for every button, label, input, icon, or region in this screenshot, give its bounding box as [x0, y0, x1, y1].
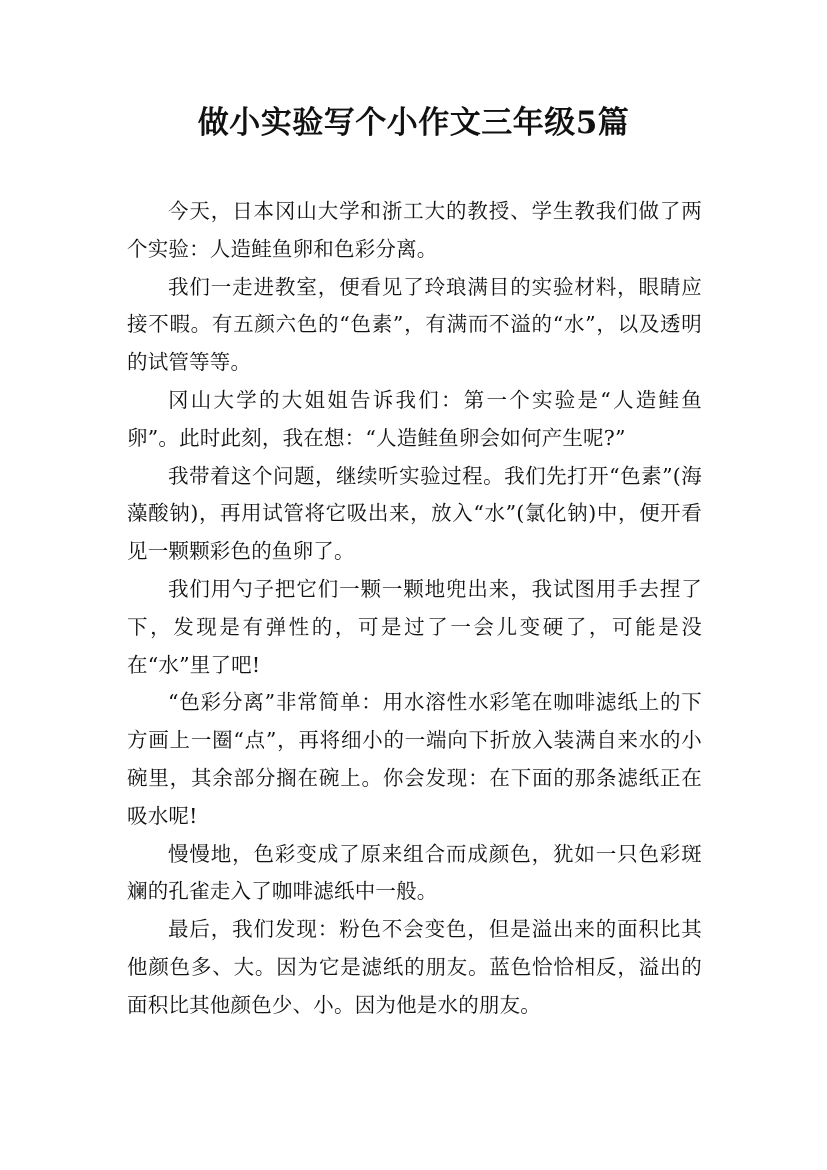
- paragraph-4: 我带着这个问题，继续听实验过程。我们先打开“色素”(海藻酸钠)，再用试管将它吸出来，放入“水”(氯化钠)中，便开看见一颗颗彩色的鱼卵了。: [127, 463, 702, 564]
- paragraph-2: 我们一走进教室，便看见了玲琅满目的实验材料，眼睛应接不暇。有五颜六色的“色素”，有满而不溢的“水”，以及透明的试管等等。: [127, 274, 702, 375]
- paragraph-6: “色彩分离”非常简单：用水溶性水彩笔在咖啡滤纸上的下方画上一圈“点”，再将细小的一端向下折放入装满自来水的小碗里，其余部分搁在碗上。你会发现：在下面的那条滤纸正在吸水呢!: [127, 690, 702, 828]
- document-body: [127, 193, 702, 1025]
- paragraph-5: 我们用勺子把它们一颗一颗地兜出来，我试图用手去捏了下，发现是有弹性的，可是过了一会儿变硬了，可能是没在“水”里了吧!: [127, 576, 702, 677]
- paragraph-7: 慢慢地，色彩变成了原来组合而成颜色，犹如一只色彩斑斓的孔雀走入了咖啡滤纸中一般。: [127, 841, 702, 904]
- paragraph-8: 最后，我们发现：粉色不会变色，但是溢出来的面积比其他颜色多、大。因为它是滤纸的朋友。蓝色恰恰相反，溢出的面积比其他颜色少、小。因为他是水的朋友。: [127, 917, 702, 1017]
- paragraph-1: 今天，日本冈山大学和浙工大的教授、学生教我们做了两个实验：人造鲑鱼卵和色彩分离。: [127, 199, 702, 261]
- document-title: 做小实验写个小作文三年级5篇: [197, 105, 630, 141]
- paragraph-3: 冈山大学的大姐姐告诉我们：第一个实验是“人造鲑鱼卵”。此时此刻，我在想：“人造鲑鱼卵会如何产生呢?”: [127, 387, 702, 450]
